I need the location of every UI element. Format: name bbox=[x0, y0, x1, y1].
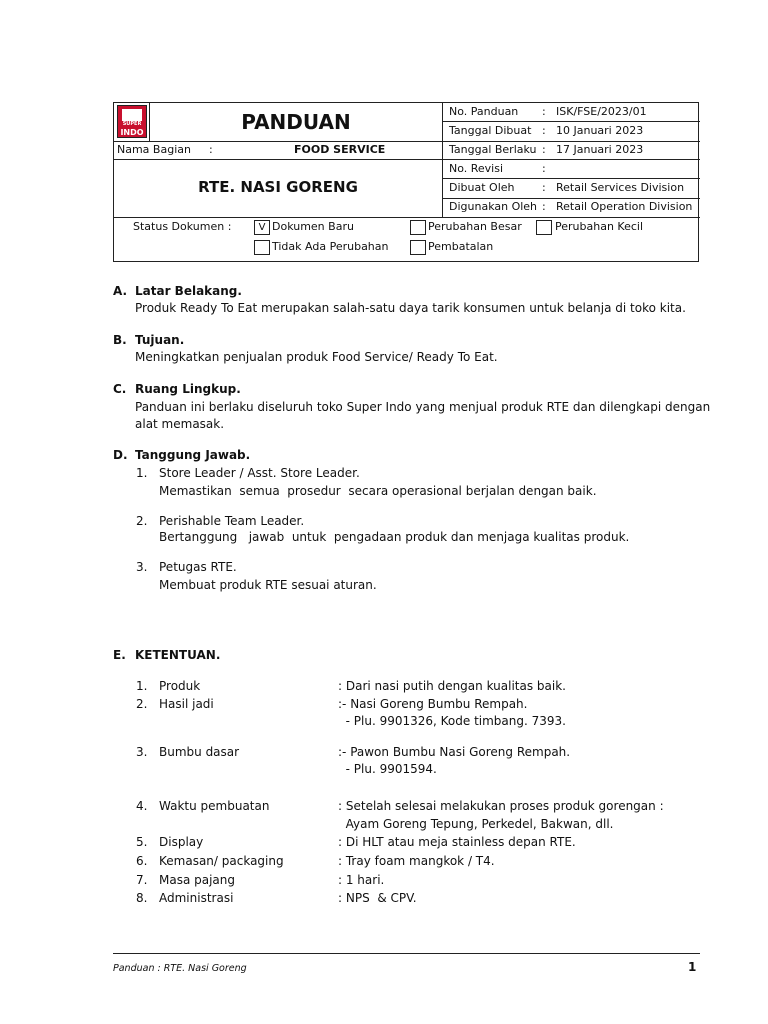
section-c-title: Ruang Lingkup. bbox=[135, 382, 241, 396]
section-d-item-3-num: 3. bbox=[136, 560, 148, 574]
ketentuan-item-3-value-line1: :- Pawon Bumbu Nasi Goreng Rempah. bbox=[338, 745, 571, 759]
section-d-item-1-desc: Memastikan semua prosedur secara operasional berjalan dengan baik. bbox=[159, 484, 597, 498]
meta-sep: : bbox=[542, 200, 546, 213]
meta-label-no-panduan: No. Panduan bbox=[449, 105, 519, 118]
status-checkbox-perubahan-kecil[interactable] bbox=[536, 220, 552, 235]
section-c-letter: C. bbox=[113, 382, 127, 396]
status-checkbox-pembatalan[interactable] bbox=[410, 240, 426, 255]
section-b-text: Meningkatkan penjualan produk Food Service/ Ready To Eat. bbox=[135, 350, 498, 364]
meta-value-no-panduan: ISK/FSE/2023/01 bbox=[556, 105, 647, 118]
section-a-text: Produk Ready To Eat merupakan salah-satu daya tarik konsumen untuk belanja di toko kita. bbox=[135, 301, 686, 315]
status-checkbox-dokumen-baru[interactable]: V bbox=[254, 220, 270, 235]
status-label-tidak-ada-perubahan: Tidak Ada Perubahan bbox=[272, 240, 389, 253]
meta-value-tanggal-dibuat: 10 Januari 2023 bbox=[556, 124, 644, 137]
ketentuan-item-4-num: 4. bbox=[136, 799, 148, 813]
ketentuan-item-1-num: 1. bbox=[136, 679, 148, 693]
meta-value-digunakan-oleh: Retail Operation Division bbox=[556, 200, 693, 213]
section-d-item-3-title: Petugas RTE. bbox=[159, 560, 237, 574]
ketentuan-item-6-num: 6. bbox=[136, 854, 148, 868]
section-d-item-1-num: 1. bbox=[136, 466, 148, 480]
ketentuan-item-4-label: Waktu pembuatan bbox=[159, 799, 270, 813]
section-d-item-2-title: Perishable Team Leader. bbox=[159, 514, 305, 528]
ketentuan-item-6-value: : Tray foam mangkok / T4. bbox=[338, 854, 495, 868]
ketentuan-item-2-label: Hasil jadi bbox=[159, 697, 214, 711]
section-b-letter: B. bbox=[113, 333, 127, 347]
ketentuan-item-3-label: Bumbu dasar bbox=[159, 745, 240, 759]
ketentuan-item-3-value-line2: - Plu. 9901594. bbox=[338, 762, 437, 776]
section-d-title: Tanggung Jawab. bbox=[135, 448, 251, 462]
ketentuan-item-7-label: Masa pajang bbox=[159, 873, 236, 887]
page-number: 1 bbox=[688, 960, 697, 974]
nama-bagian-value: FOOD SERVICE bbox=[294, 143, 386, 156]
meta-value-dibuat-oleh: Retail Services Division bbox=[556, 181, 685, 194]
ketentuan-item-7-value: : 1 hari. bbox=[338, 873, 385, 887]
section-a-letter: A. bbox=[113, 284, 128, 298]
footer-document-reference: Panduan : RTE. Nasi Goreng bbox=[113, 963, 247, 974]
status-checkbox-perubahan-besar[interactable] bbox=[410, 220, 426, 235]
ketentuan-item-1-label: Produk bbox=[159, 679, 201, 693]
meta-sep: : bbox=[542, 124, 546, 137]
section-b-title: Tujuan. bbox=[135, 333, 185, 347]
footer-divider bbox=[113, 953, 700, 954]
section-e-title: KETENTUAN. bbox=[135, 648, 221, 662]
status-checkbox-tidak-ada-perubahan[interactable] bbox=[254, 240, 270, 255]
ketentuan-item-6-label: Kemasan/ packaging bbox=[159, 854, 284, 868]
ketentuan-item-5-num: 5. bbox=[136, 835, 148, 849]
section-c-text-line1: Panduan ini berlaku diseluruh toko Super Indo yang menjual produk RTE dan dilengkapi dengan bbox=[135, 400, 711, 414]
meta-sep: : bbox=[542, 181, 546, 194]
meta-label-no-revisi: No. Revisi bbox=[449, 162, 504, 175]
ketentuan-item-2-value-line1: :- Nasi Goreng Bumbu Rempah. bbox=[338, 697, 528, 711]
ketentuan-item-1-value: : Dari nasi putih dengan kualitas baik. bbox=[338, 679, 566, 693]
ketentuan-item-5-label: Display bbox=[159, 835, 204, 849]
section-a-title: Latar Belakang. bbox=[135, 284, 242, 298]
ketentuan-item-8-num: 8. bbox=[136, 891, 148, 905]
section-e-letter: E. bbox=[113, 648, 126, 662]
super-indo-logo: SUPER INDO bbox=[117, 105, 147, 138]
status-label-pembatalan: Pembatalan bbox=[428, 240, 494, 253]
nama-bagian-label: Nama Bagian bbox=[117, 143, 191, 156]
ketentuan-item-3-num: 3. bbox=[136, 745, 148, 759]
ketentuan-item-7-num: 7. bbox=[136, 873, 148, 887]
document-header-table bbox=[113, 102, 699, 262]
section-d-item-2-desc: Bertanggung jawab untuk pengadaan produk dan menjaga kualitas produk. bbox=[159, 530, 630, 544]
meta-label-digunakan-oleh: Digunakan Oleh bbox=[449, 200, 538, 213]
ketentuan-item-8-label: Administrasi bbox=[159, 891, 234, 905]
ketentuan-item-2-value-line2: - Plu. 9901326, Kode timbang. 7393. bbox=[338, 714, 566, 728]
document-title: RTE. NASI GORENG bbox=[198, 178, 358, 196]
nama-bagian-colon: : bbox=[209, 143, 213, 156]
meta-label-tanggal-dibuat: Tanggal Dibuat bbox=[449, 124, 532, 137]
ketentuan-item-4-value-line1: : Setelah selesai melakukan proses produk gorengan : bbox=[338, 799, 664, 813]
ketentuan-item-4-value-line2: Ayam Goreng Tepung, Perkedel, Bakwan, dll. bbox=[338, 817, 614, 831]
meta-sep: : bbox=[542, 162, 546, 175]
meta-sep: : bbox=[542, 143, 546, 156]
meta-label-dibuat-oleh: Dibuat Oleh bbox=[449, 181, 515, 194]
status-label-perubahan-kecil: Perubahan Kecil bbox=[555, 220, 643, 233]
ketentuan-item-2-num: 2. bbox=[136, 697, 148, 711]
document-type-title: PANDUAN bbox=[241, 110, 351, 134]
section-c-text-line2: alat memasak. bbox=[135, 417, 225, 431]
status-label-dokumen-baru: Dokumen Baru bbox=[272, 220, 354, 233]
ketentuan-item-5-value: : Di HLT atau meja stainless depan RTE. bbox=[338, 835, 576, 849]
section-d-item-2-num: 2. bbox=[136, 514, 148, 528]
meta-value-tanggal-berlaku: 17 Januari 2023 bbox=[556, 143, 644, 156]
status-label-perubahan-besar: Perubahan Besar bbox=[428, 220, 522, 233]
status-dokumen-label: Status Dokumen : bbox=[133, 220, 232, 233]
section-d-letter: D. bbox=[113, 448, 128, 462]
ketentuan-item-8-value: : NPS & CPV. bbox=[338, 891, 417, 905]
section-d-item-3-desc: Membuat produk RTE sesuai aturan. bbox=[159, 578, 377, 592]
meta-sep: : bbox=[542, 105, 546, 118]
meta-label-tanggal-berlaku: Tanggal Berlaku bbox=[449, 143, 537, 156]
section-d-item-1-title: Store Leader / Asst. Store Leader. bbox=[159, 466, 360, 480]
